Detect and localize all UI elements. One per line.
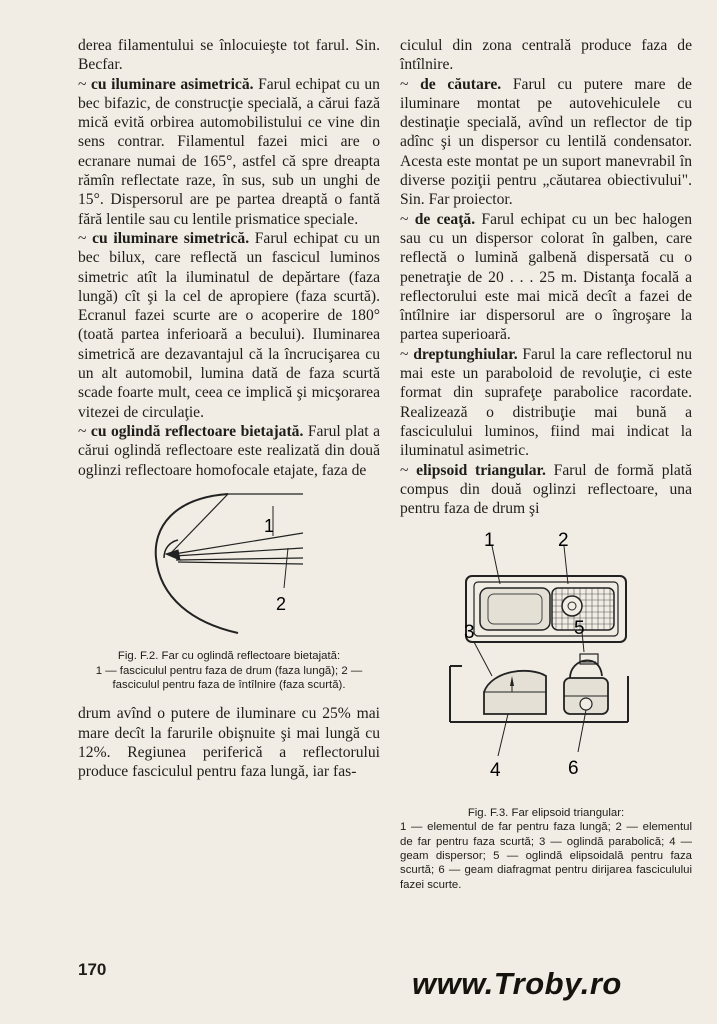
figure-f3-drawing [400, 526, 692, 794]
page-number: 170 [78, 960, 107, 979]
entry-term: de căutare. [420, 75, 502, 93]
entry-bietajata [78, 422, 380, 480]
tilde-mark: ~ [78, 229, 87, 247]
tilde-mark: ~ [78, 422, 87, 440]
entry-text: Farul de formă plată compus din două oglinzi reflectoare, una pentru faza de drum şi [400, 461, 693, 518]
entry-asymmetric [78, 75, 380, 229]
tilde-mark: ~ [400, 210, 409, 228]
entry-term: cu oglindă reflectoare bietajată. [90, 422, 304, 440]
entry-text: Farul cu putere mare de iluminare montat pe autovehiculele cu destinaţie specială, avînd un reflector de tip adînc şi un dispersor cu lentilă condensator. Acesta este montat pe un suport manevrabil în diverse poziţii pentru „căutarea obiectivului". Sin. Far proiector. [400, 75, 692, 209]
entry-text: Farul echipat cu un bec bilux, care reflectă un fascicul luminos simetric atît la iluminatul de depărtare (faza lungă) cît şi la cel de apropiere (faza scurtă). Ecranul fazei scurte are o acoperire de 180° (toată partea inferioară a becului). Iluminarea simetrică are dezavantajul că la încrucişarea cu un alt automobil, lumina dată de faza scurtă scade foarte mult, ceea ce implică şi micşorarea vitezei de circulaţie. [78, 229, 380, 421]
figure-title: Fig. F.2. Far cu oglindă reflectoare bietajată: [117, 650, 341, 663]
entry-term: dreptunghiular. [413, 345, 518, 363]
entry-term: de ceaţă. [414, 210, 476, 228]
paragraph: ciculul din zona centrală produce faza de întîlnire. [400, 37, 692, 74]
figure-label: 2 [558, 530, 569, 552]
entry-cautare [400, 75, 692, 210]
left-column [78, 36, 380, 782]
figure-label: 1 [264, 515, 275, 536]
figure-label: 1 [484, 530, 495, 552]
entry-text: Farul echipat cu un bec bifazic, de construcţie specială, a cărui fază mică evită orbirea automobilistului ce vine din sens contrar. Filamentul fazei mici are o ecranare numai de 165°, astfel că spre dreapta rămîn reflectate raze, în sus, sub un unghi de 15°. Dispersorul are pe partea dreaptă o fantă fără lentile sau cu lentile prismatice speciale. [78, 75, 380, 228]
figure-label: 5 [574, 618, 585, 640]
tilde-mark: ~ [400, 345, 409, 363]
tilde-mark: ~ [78, 75, 87, 93]
entry-elipsoid [400, 461, 692, 519]
figure-label: 3 [464, 622, 475, 644]
entry-term: cu iluminare simetrică. [92, 229, 250, 247]
entry-ceata [400, 210, 692, 345]
entry-symmetric [78, 229, 380, 422]
figure-legend: 1 — fasciculul pentru faza de drum (faza lungă); 2 — fasciculul pentru faza de întîlnire (faza scurtă). [95, 664, 363, 691]
entry-dreptunghiular [400, 345, 692, 461]
entry-text: Farul plat a cărui oglindă reflectoare este realizată din două oglinzi reflectoare homofocale etajate, faza de [78, 422, 380, 479]
figure-title: Fig. F.3. Far elipsoid triangular: [467, 806, 625, 819]
right-column [400, 36, 692, 904]
figure-label: 2 [276, 593, 287, 614]
tilde-mark: ~ [400, 75, 409, 93]
watermark-text: www.Troby.ro [412, 966, 622, 1001]
paragraph: drum avînd o putere de iluminare cu 25% mai mare decît la farurile obişnuite şi mai lungă cu 12%. Regiunea periferică a reflectorului produce fasciculul pentru faza lungă, iar fas- [78, 705, 380, 781]
figure-f3-caption [400, 806, 692, 892]
entry-text: Farul echipat cu un bec halogen sau cu un dispersor colorat în galben, care reflectă o lumină galbenă dispersată cu o penetraţie de 20 . . . 25 m. Distanţa focală a reflectorului este mai mică decît a fazei de întîlnire iar dispersorul are o îngroşare la partea superioară. [400, 210, 692, 344]
entry-term: cu iluminare asimetrică. [90, 75, 254, 93]
figure-label: 4 [490, 760, 501, 782]
figure-f2 [78, 488, 380, 643]
figure-f2-caption [78, 649, 380, 692]
tilde-mark: ~ [400, 461, 409, 479]
entry-term: elipsoid triangular. [416, 461, 546, 479]
paragraph: derea filamentului se înlocuieşte tot farul. Sin. Becfar. [78, 37, 380, 74]
entry-text: Farul la care reflectorul nu mai este un paraboloid de revoluţie, ci este format din suprafeţe parabolice racordate. Realizează o distribuţie mai bună a fasciculului luminos, fiind mai indicat la iluminatul asimetric. [400, 345, 692, 460]
figure-label: 6 [568, 758, 579, 780]
reflector-outline [156, 494, 238, 633]
figure-f3 [400, 526, 692, 799]
figure-legend: 1 — elementul de far pentru faza lungă; 2 — elementul de far pentru faza scurtă; 3 — oglindă parabolică; 4 — geam dispersor; 5 — oglindă elipsoidală pentru faza scurtă; 6 — geam diafragmat pentru dirijarea fasciculului fazei scurte. [400, 821, 692, 891]
figure-f2-drawing [78, 488, 380, 638]
